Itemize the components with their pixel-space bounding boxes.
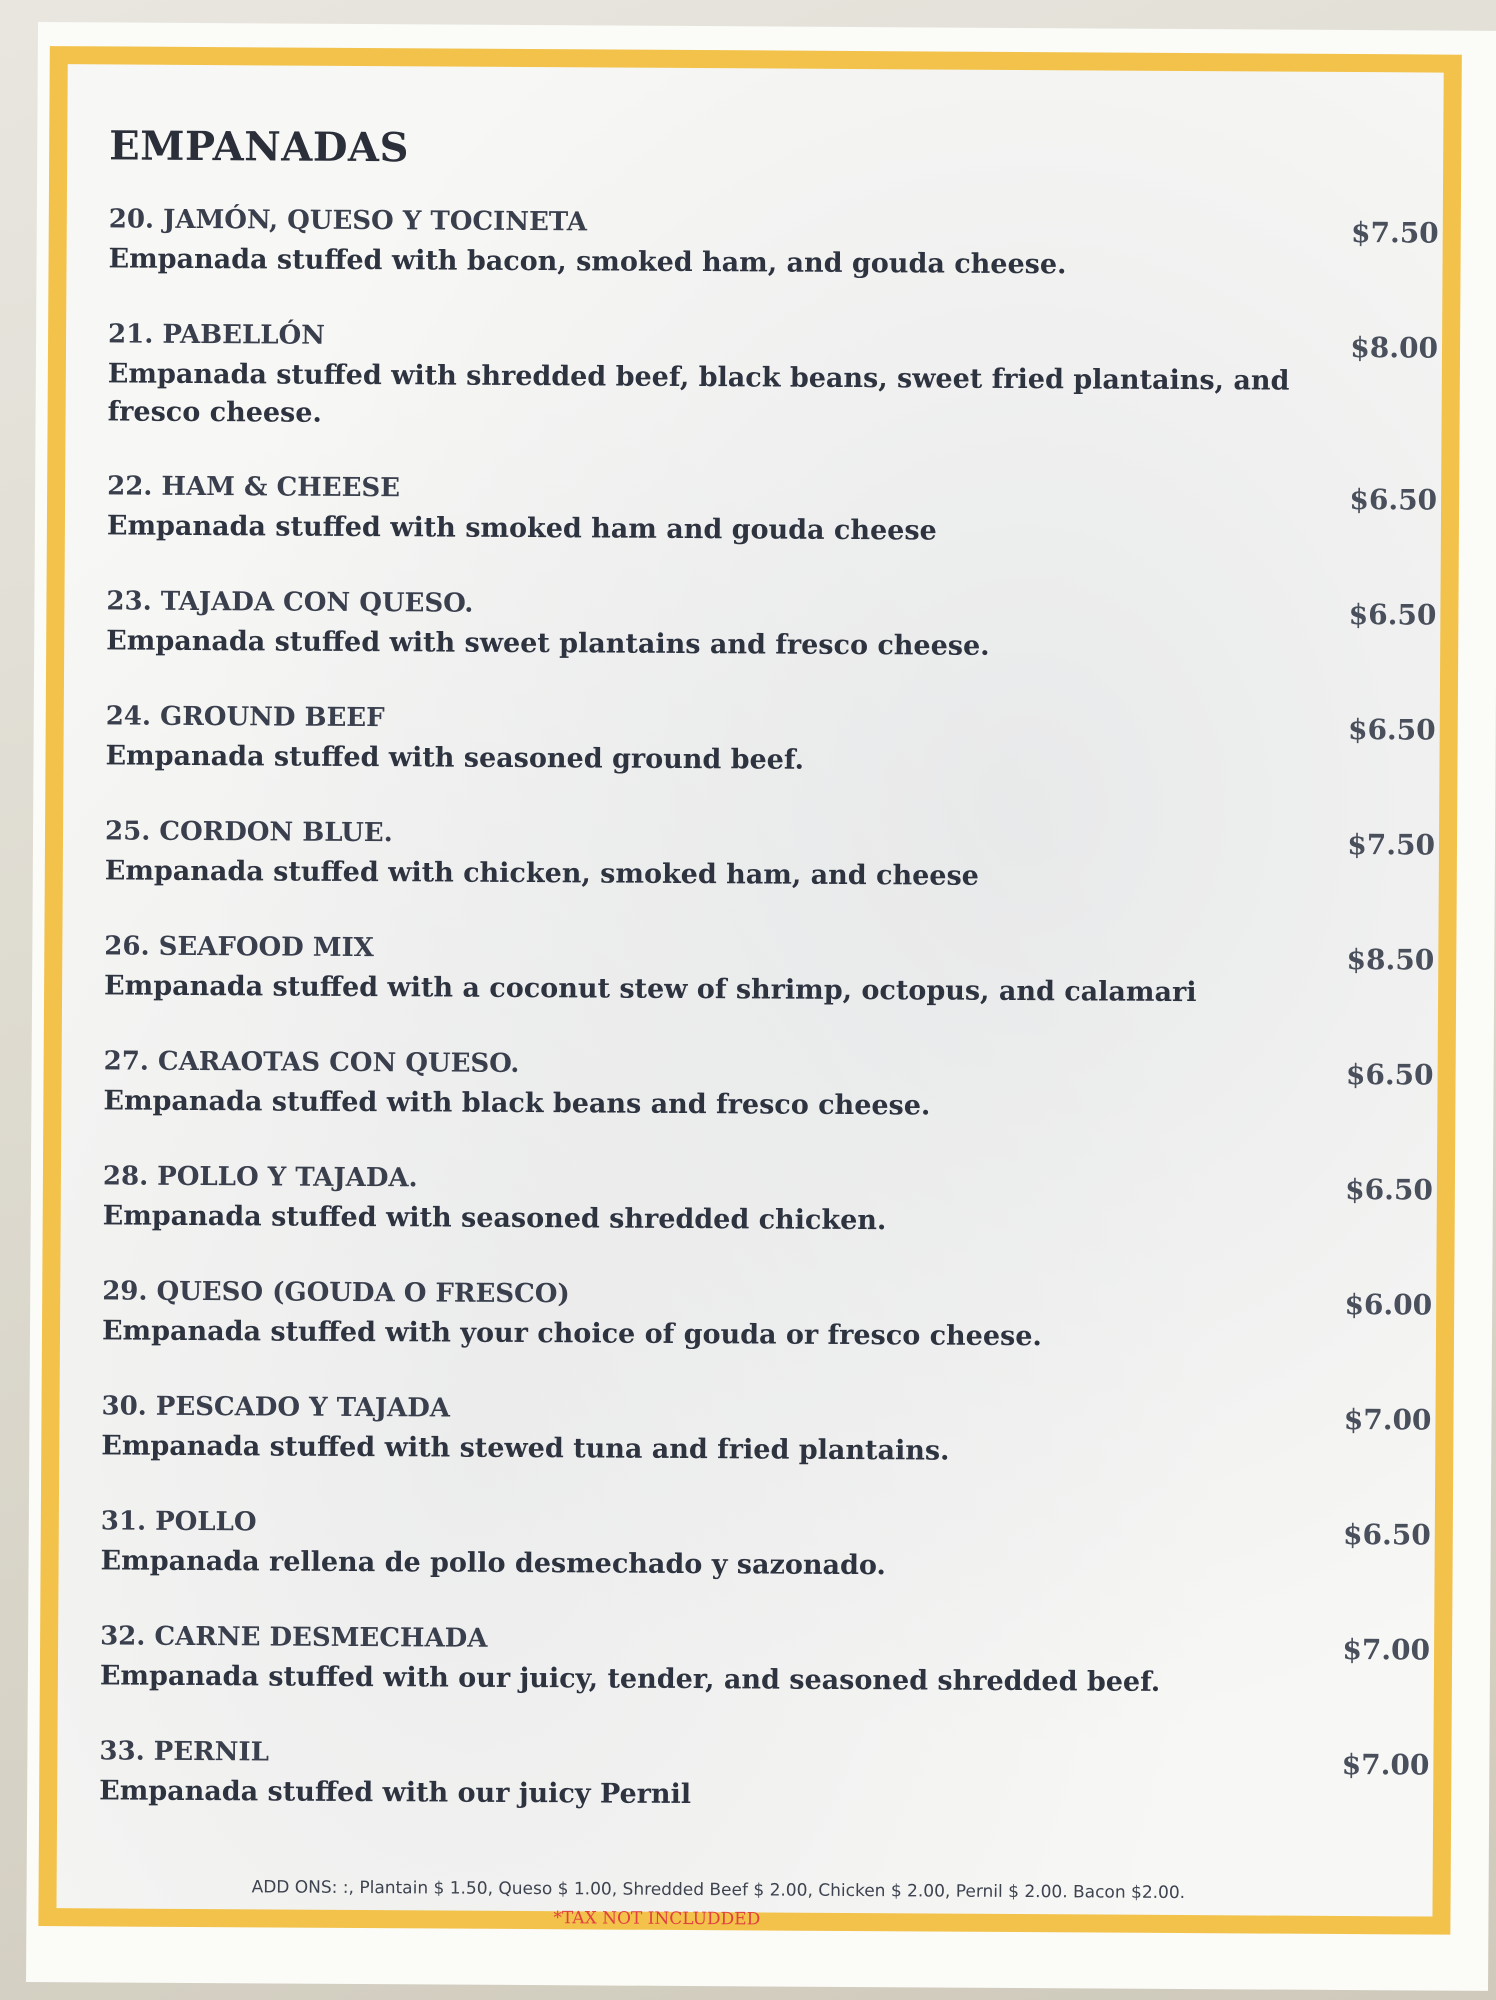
menu-item [106,586,1437,709]
item-description: Empanada stuffed with our juicy Pernil [99,1775,692,1811]
item-name: 23. TAJADA CON QUESO. [106,586,474,619]
menu-item [108,204,1439,327]
item-description: Empanada stuffed with your choice of gouda or fresco cheese. [101,1315,1042,1353]
menu-item [100,1506,1431,1629]
item-name: 32. CARNE DESMECHADA [100,1621,488,1654]
item-name: 25. CORDON BLUE. [104,816,393,849]
menu-item [102,1276,1433,1399]
item-price: $6.50 [1349,483,1438,517]
item-price: $6.00 [1344,1288,1433,1322]
menu-item [107,471,1438,594]
menu-item [102,1161,1433,1284]
item-price: $6.50 [1342,1518,1431,1552]
menu-item [107,319,1438,479]
menu-item [100,1621,1431,1744]
menu-frame [38,46,1461,1935]
item-price: $7.00 [1342,1632,1431,1667]
item-name: 22. HAM & CHEESE [107,471,401,504]
menu-item [104,816,1435,939]
item-price: $6.50 [1347,713,1436,747]
item-price: $6.50 [1348,598,1437,632]
item-description: Empanada stuffed with black beans and fresco cheese. [103,1085,931,1122]
item-name: 33. PERNIL [99,1736,270,1768]
item-price: $7.50 [1347,828,1436,862]
item-description: Empanada stuffed with smoked ham and gouda cheese [106,510,937,547]
item-description: Empanada stuffed with seasoned shredded chicken. [102,1200,887,1237]
item-name: 26. SEAFOOD MIX [104,931,374,964]
item-price: $7.00 [1343,1403,1432,1437]
item-description: Empanada stuffed with bacon, smoked ham, and gouda cheese. [108,243,1067,281]
item-price: $7.00 [1341,1747,1430,1782]
item-description: Empanada stuffed with shredded beef, black beans, sweet fried plantains, and fresco cheese. [107,358,1290,429]
menu-item [99,1736,1430,1859]
menu-item [105,701,1436,824]
item-name: 21. PABELLÓN [108,319,326,351]
menu-item [104,931,1435,1054]
menu-item [101,1391,1432,1514]
item-description: Empanada rellena de pollo desmechado y sazonado. [100,1545,886,1582]
item-description: Empanada stuffed with seasoned ground beef. [105,740,805,776]
menu-item-list [99,204,1439,1859]
item-price: $7.50 [1350,216,1439,250]
item-description: Empanada stuffed with our juicy, tender, and seasoned shredded beef. [99,1660,1161,1698]
item-price: $8.50 [1346,943,1435,977]
add-ons-note: ADD ONS: :, Plantain $ 1.50, Queso $ 1.00, Shredded Beef $ 2.00, Chicken $ 2.00, Pernil $ 2.00. Bacon $2.00. [251,1877,1186,1904]
item-description: Empanada stuffed with chicken, smoked ham, and cheese [104,855,979,892]
tax-note: *TAX NOT INCLUDDED [553,1908,761,1930]
menu-sheet [26,22,1496,1991]
item-price: $8.00 [1350,331,1439,365]
menu-item [103,1046,1434,1169]
item-price: $6.50 [1345,1173,1433,1207]
item-name: 28. POLLO Y TAJADA. [102,1161,418,1194]
item-name: 30. PESCADO Y TAJADA [101,1391,451,1424]
item-name: 27. CARAOTAS CON QUESO. [103,1046,520,1079]
item-name: 31. POLLO [100,1506,257,1538]
item-name: 20. JAMÓN, QUESO Y TOCINETA [108,204,588,238]
item-price: $6.50 [1345,1058,1434,1092]
item-description: Empanada stuffed with stewed tuna and fried plantains. [101,1430,950,1467]
item-description: Empanada stuffed with a coconut stew of shrimp, octopus, and calamari [104,970,1197,1009]
menu-title: EMPANADAS [109,122,410,172]
item-name: 24. GROUND BEEF [105,701,385,734]
item-name: 29. QUESO (GOUDA O FRESCO) [102,1276,570,1310]
item-description: Empanada stuffed with sweet plantains and fresco cheese. [106,625,990,662]
